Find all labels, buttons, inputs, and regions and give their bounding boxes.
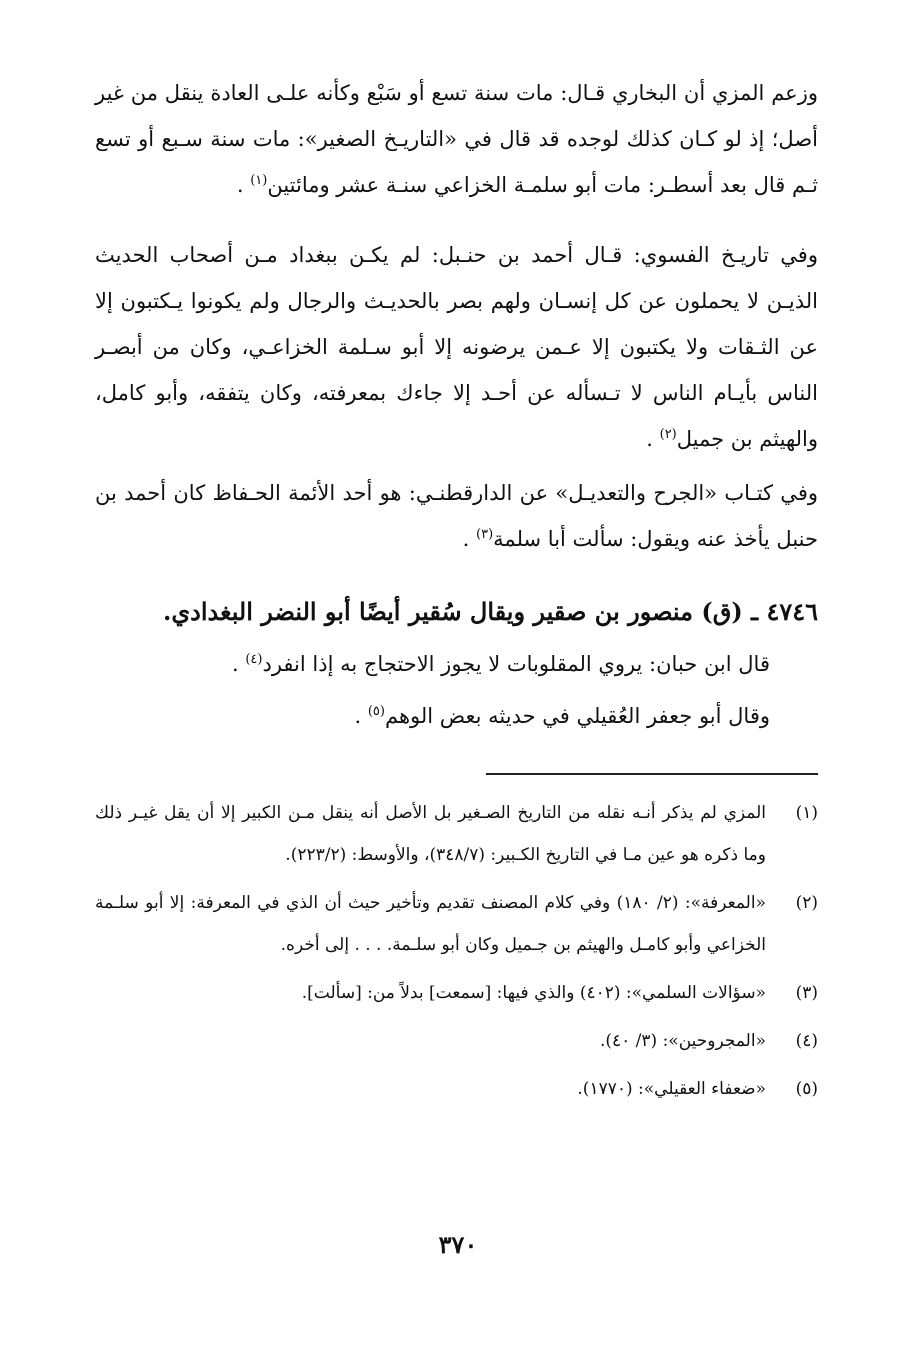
footnote-number: (٣)	[795, 983, 818, 1003]
page-number: ٣٧٠	[438, 1230, 478, 1259]
footnote-ref-1: (١)	[250, 173, 268, 188]
footnote-number: (٤)	[795, 1031, 818, 1051]
entry-line-text: وقال أبو جعفر العُقيلي في حديثه بعض الوهم	[384, 704, 770, 728]
entry-line-text: قال ابن حبان: يروي المقلوبات لا يجوز الاحتجاج به إذا انفرد	[262, 652, 770, 676]
paragraph-text: وفي كتـاب «الجرح والتعديـل» عن الدارقطنـي: هو أحد الأئمة الحـفاظ كان أحمد بن حنبل يأخذ عنه ويقول: سألت أبا سلمة	[95, 481, 818, 551]
footnote-ref-2: (٢)	[659, 427, 677, 442]
paragraph-end: .	[462, 527, 477, 551]
paragraph-bukhari-death-year	[95, 70, 818, 208]
footnote-separator	[486, 773, 818, 775]
paragraph-jarh-tadil	[95, 470, 818, 562]
entry-line-uqayli	[95, 690, 818, 742]
footnote-text: «المعرفة»: (٢/ ١٨٠) وفي كلام المصنف تقديم وتأخير حيث أن الذي في المعرفة: إلا أبو سلـمة الخزاعي وأبو كامـل والهيثم بن جـميل وكان أبو سلـمة. . . . إلى أخره.	[95, 893, 766, 955]
footnote-number: (١)	[795, 803, 818, 823]
paragraph-text: وزعم المزي أن البخاري قـال: مات سنة تسع أو سَبْع وكأنه علـى العادة ينقل من غير أصل؛ إذ لو كـان كذلك لوجده قد قال في «التاريـخ الصغير»: مات سنة سـبع أو تسع ثـم قال بعد أسطـر: مات أبو سلمـة الخزاعي سنـة عشر ومائتين	[95, 81, 818, 197]
paragraph-fasawi-history	[95, 232, 818, 462]
footnote-ref-3: (٣)	[476, 527, 494, 542]
footnote-number: (٢)	[795, 893, 818, 913]
paragraph-text: وفي تاريـخ الفسوي: قـال أحمد بن حنـبل: لم يكـن ببغداد مـن أصحاب الحديث الذيـن لا يحملون عن كل إنسـان ولهم بصر بالحديـث والرجال ولم يكونوا يـكتبون إلا عن الثـقات ولا يكتبون إلا عـمن يرضونه إلا أبو سـلمة الخزاعـي، وكان من أبصـر الناس بأيـام الناس لا تـسأله عن أحـد إلا جاءك بمعرفته، وكان يتفقه، وأبو كامل، والهيثم بن جميل	[95, 243, 818, 451]
footnote-text: «ضعفاء العقيلي»: (١٧٧٠).	[577, 1079, 766, 1099]
footnote-text: «المجروحين»: (٣/ ٤٠).	[599, 1031, 766, 1051]
entry-line-ibn-hibban	[95, 638, 818, 690]
footnote-5	[95, 1068, 818, 1110]
paragraph-end: .	[646, 427, 660, 451]
entry-line-end: .	[354, 704, 368, 728]
paragraph-end: .	[236, 173, 251, 197]
main-text	[95, 70, 818, 742]
entry-line-end: .	[231, 652, 246, 676]
footnote-1	[95, 792, 818, 876]
footnote-ref-5: (٥)	[367, 704, 385, 719]
footnote-3	[95, 972, 818, 1014]
footnote-text: «سؤالات السلمي»: (٤٠٢) والذي فيها: [سمعت] بدلاً من: [سألت].	[301, 983, 766, 1003]
footnote-4	[95, 1020, 818, 1062]
footnote-number: (٥)	[795, 1079, 818, 1099]
footnote-ref-4: (٤)	[245, 652, 263, 667]
footnote-text: المزي لم يذكر أنـه نقله من التاريخ الصـغير بل الأصل أنه ينقل مـن الكبير إلا أن يقل غيـر ذلك وما ذكره هو عين مـا في التاريخ الكـبير: (٣٤٨/٧)، والأوسط: (٢٢٣/٢).	[95, 803, 766, 865]
entry-heading-4746: ٤٧٤٦ ـ (ق) منصور بن صقير ويقال سُقير أيضًا أبو النضر البغدادي.	[163, 597, 818, 626]
footnote-2	[95, 882, 818, 966]
footnotes	[95, 792, 818, 1116]
